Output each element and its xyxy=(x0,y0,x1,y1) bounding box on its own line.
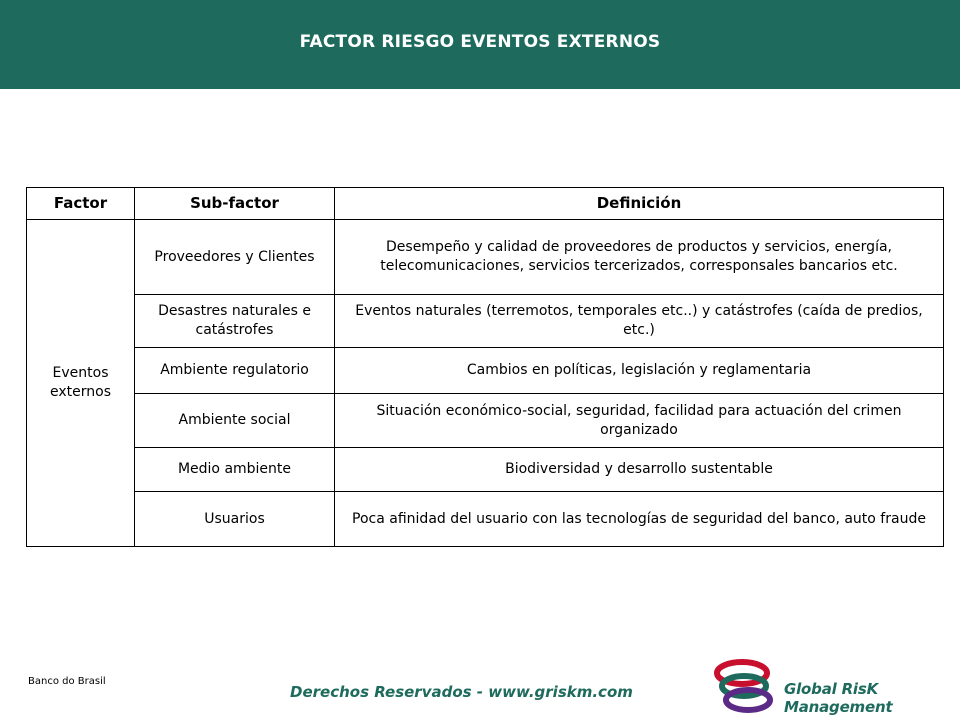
table-row xyxy=(27,220,944,295)
table-row xyxy=(27,348,944,394)
definition-cell: Eventos naturales (terremotos, temporales etc..) y catástrofes (caída de predios, etc.) xyxy=(335,295,944,348)
header-definition: Definición xyxy=(335,188,944,220)
subfactor-cell: Usuarios xyxy=(135,492,335,547)
definition-cell: Biodiversidad y desarrollo sustentable xyxy=(335,448,944,492)
definition-cell: Situación económico-social, seguridad, facilidad para actuación del crimen organizado xyxy=(335,394,944,448)
subfactor-cell: Ambiente social xyxy=(135,394,335,448)
table-row xyxy=(27,448,944,492)
table-row xyxy=(27,295,944,348)
subfactor-cell: Ambiente regulatorio xyxy=(135,348,335,394)
table-row xyxy=(27,492,944,547)
definition-cell: Desempeño y calidad de proveedores de productos y servicios, energía, telecomunicaciones, servicios tercerizados, corresponsales bancarios etc. xyxy=(335,220,944,295)
subfactor-cell: Desastres naturales e catástrofes xyxy=(135,295,335,348)
subfactor-cell: Medio ambiente xyxy=(135,448,335,492)
table-header-row xyxy=(27,188,944,220)
table-row xyxy=(27,394,944,448)
header-subfactor: Sub-factor xyxy=(135,188,335,220)
source-label: Banco do Brasil xyxy=(28,676,106,687)
copyright-text: Derechos Reservados - www.griskm.com xyxy=(290,683,633,701)
risk-factor-table xyxy=(26,187,944,547)
header-factor: Factor xyxy=(27,188,135,220)
logo-wordmark: Global RisK Management xyxy=(784,680,893,716)
definition-cell: Cambios en políticas, legislación y reglamentaria xyxy=(335,348,944,394)
subfactor-cell: Proveedores y Clientes xyxy=(135,220,335,295)
slide-title: FACTOR RIESGO EVENTOS EXTERNOS xyxy=(299,31,661,52)
title-bar xyxy=(0,0,960,89)
definition-cell: Poca afinidad del usuario con las tecnologías de seguridad del banco, auto fraude xyxy=(335,492,944,547)
factor-cell: Eventos externos xyxy=(27,220,135,547)
